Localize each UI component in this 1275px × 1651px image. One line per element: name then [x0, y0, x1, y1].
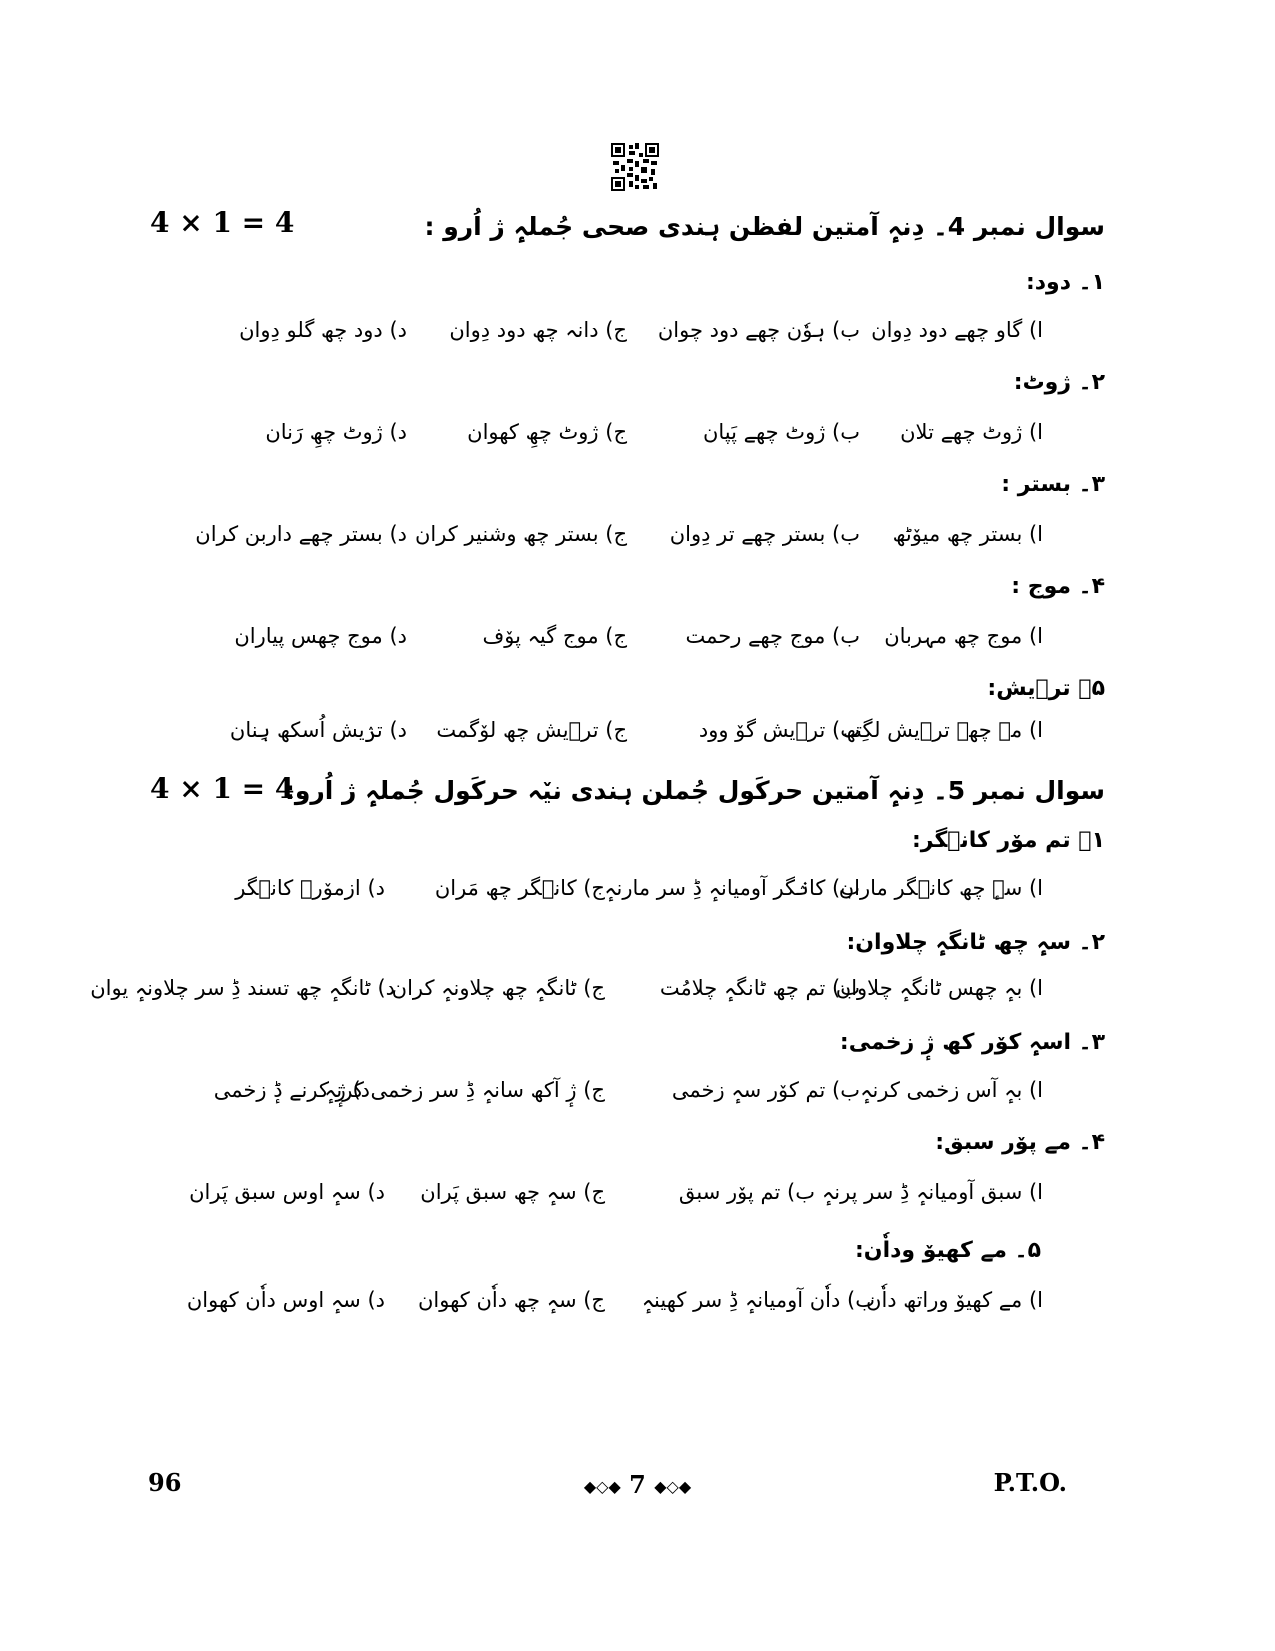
q5-item-1-option-b: ب) کانٛگر آومیانہٕ ڈِ سر مارنہٕ [604, 876, 860, 900]
q4-item-1-title: ۱۔ دود: [1025, 270, 1105, 295]
q5-item-5-option-c: ج) سہٕ چھ داٗن کھوان [418, 1288, 605, 1312]
qr-code-icon [611, 143, 659, 191]
q4-item-2-option-d: د) ژوٹ چھِ رَنان [265, 420, 407, 444]
pto-label: P.T.O. [993, 1468, 1067, 1497]
q4-item-2-option-b: ب) ژوٹ چھے پَپان [702, 420, 860, 444]
q5-marks: 4 × 1 = 4 [150, 772, 295, 805]
q5-item-2-option-a: ا) بہٕ چھس ٹانگہٕ چلاوان [835, 976, 1043, 1000]
q4-item-2-option-a: ا) ژوٹ چھے تلان [900, 420, 1043, 444]
q5-item-5-title: ۵۔ مے کھیوٚ وداٗن: [855, 1238, 1041, 1263]
q5-item-1-option-a: ا) سہٕ چھ کانٛگر ماران [838, 876, 1043, 900]
q4-item-2-title: ۲۔ ژوٹ: [1013, 370, 1105, 395]
q5-item-4-option-a: ا) سبق آومیانہٕ ڈِ سر پرنہٕ [821, 1180, 1043, 1204]
q5-item-1-option-d: د) ازموٚرے کانٛگر [235, 876, 385, 900]
q5-item-3-option-b: ب) تم کوٚر سہٕ زخمی [671, 1078, 860, 1102]
q4-item-1-option-b: ب) ہوٗن چھے دود چوان [657, 318, 860, 342]
q5-item-3-title: ۳۔ اسہٕ کوٚر کھ ژٕ زخمی: [839, 1030, 1105, 1055]
q5-item-3-option-d: د) ژٕ کرنے ڈٕ زخمی [213, 1078, 370, 1102]
q5-heading: سوال نمبر 5۔ دِنہٕ آمتین حرکَول جُملن ہندی نیٚہ حرکَول جُملہٕ ژ اُرو: [284, 776, 1105, 805]
q5-item-2-option-c: ج) ٹانگہٕ چھ چلاونہٕ کران [391, 976, 605, 1000]
q5-item-2-title: ۲۔ سہٕ چھ ٹانگہٕ چلاوان: [846, 930, 1105, 955]
page-number-line [0, 1470, 1275, 1499]
q4-item-3-option-c: ج) بستر چھ وشنیر کران [414, 522, 627, 546]
paper-code: 96 [148, 1468, 182, 1497]
q5-item-5-option-a: ا) مے کھیوٚ وراتھ داٗن [866, 1288, 1043, 1312]
q5-item-4-option-d: د) سہٕ اوس سبق پَران [189, 1180, 385, 1204]
q4-item-3-title: ۳۔ بستر : [1001, 472, 1105, 497]
q5-item-4-option-c: ج) سہٕ چھ سبق پَران [420, 1180, 605, 1204]
q5-item-3-option-a: ا) بہٕ آس زخمی کرنہٕ [860, 1078, 1043, 1102]
diamond-ornament-icon: ◆◇◆ [654, 1477, 692, 1496]
q4-item-1-option-a: ا) گاو چھے دود دِوان [871, 318, 1043, 342]
q4-item-4-option-d: د) موج چھس پیاران [234, 624, 407, 648]
q5-item-4-option-b: ب) تم پوٚر سبق [678, 1180, 815, 1204]
q4-item-3-option-a: ا) بستر چھ میوٚٹھ [892, 522, 1043, 546]
diamond-ornament-icon: ◆◇◆ [583, 1477, 621, 1496]
q4-item-2-option-c: ج) ژوٹ چھِ کھوان [467, 420, 627, 444]
q4-marks: 4 × 1 = 4 [150, 206, 295, 239]
q4-heading: سوال نمبر 4۔ دِنہٕ آمتین لفظن ہندی صحی جُملہٕ ژ اُرو : [424, 212, 1105, 241]
q4-item-4-option-b: ب) موج چھے رحمت [685, 624, 860, 648]
q4-item-5-option-a: ا) مے چھے ترٛیش لگِتھ [842, 718, 1043, 742]
q5-item-1-option-c: ج) کانٛگر چھ مَران [434, 876, 605, 900]
q4-item-3-option-d: د) بستر چھے داربن کران [195, 522, 407, 546]
q4-item-5-option-c: ج) ترٛیش چھ لوٚگمت [436, 718, 627, 742]
q4-item-3-option-b: ب) بستر چھے تر دِوان [669, 522, 860, 546]
q4-item-5-option-d: د) ترٛیش اُسکھ ہِنان [229, 718, 407, 742]
q5-item-1-title: ۱۔ تم موٚر کانٛگر: [911, 828, 1105, 853]
q5-item-2-option-b: ب) تم چھ ٹانگہٕ چلامُت [659, 976, 860, 1000]
q4-item-4-option-a: ا) موج چھ مہربان [884, 624, 1043, 648]
q4-item-1-option-c: ج) دانہ چھ دود دِوان [449, 318, 627, 342]
q4-item-5-title: ۵۔ ترٛیش: [987, 676, 1105, 701]
q4-item-4-title: ۴۔ موج : [1011, 574, 1105, 599]
q4-item-1-option-d: د) دود چھ گلو دِوان [239, 318, 407, 342]
q4-item-4-option-c: ج) موج گیہ پوٚف [482, 624, 627, 648]
q5-item-5-option-b: ب) داٗن آومیانہٕ ڈِ سر کھینہٕ [641, 1288, 875, 1312]
q5-item-5-option-d: د) سہٕ اوس داٗن کھوان [186, 1288, 385, 1312]
q5-item-2-option-d: د) ٹانگہٕ چھ تسند ڈِ سر چلاونہٕ یوان [90, 976, 395, 1000]
page-number: 7 [629, 1470, 646, 1499]
q5-item-3-option-c: ج) ژٕ آکھ سانہٕ ڈِ سر زخمی کرنہٕ [324, 1078, 605, 1102]
q5-item-4-title: ۴۔ مے پوٚر سبق: [935, 1130, 1105, 1155]
q4-item-5-option-b: ب) ترٛیش گوٚ وود [698, 718, 860, 742]
